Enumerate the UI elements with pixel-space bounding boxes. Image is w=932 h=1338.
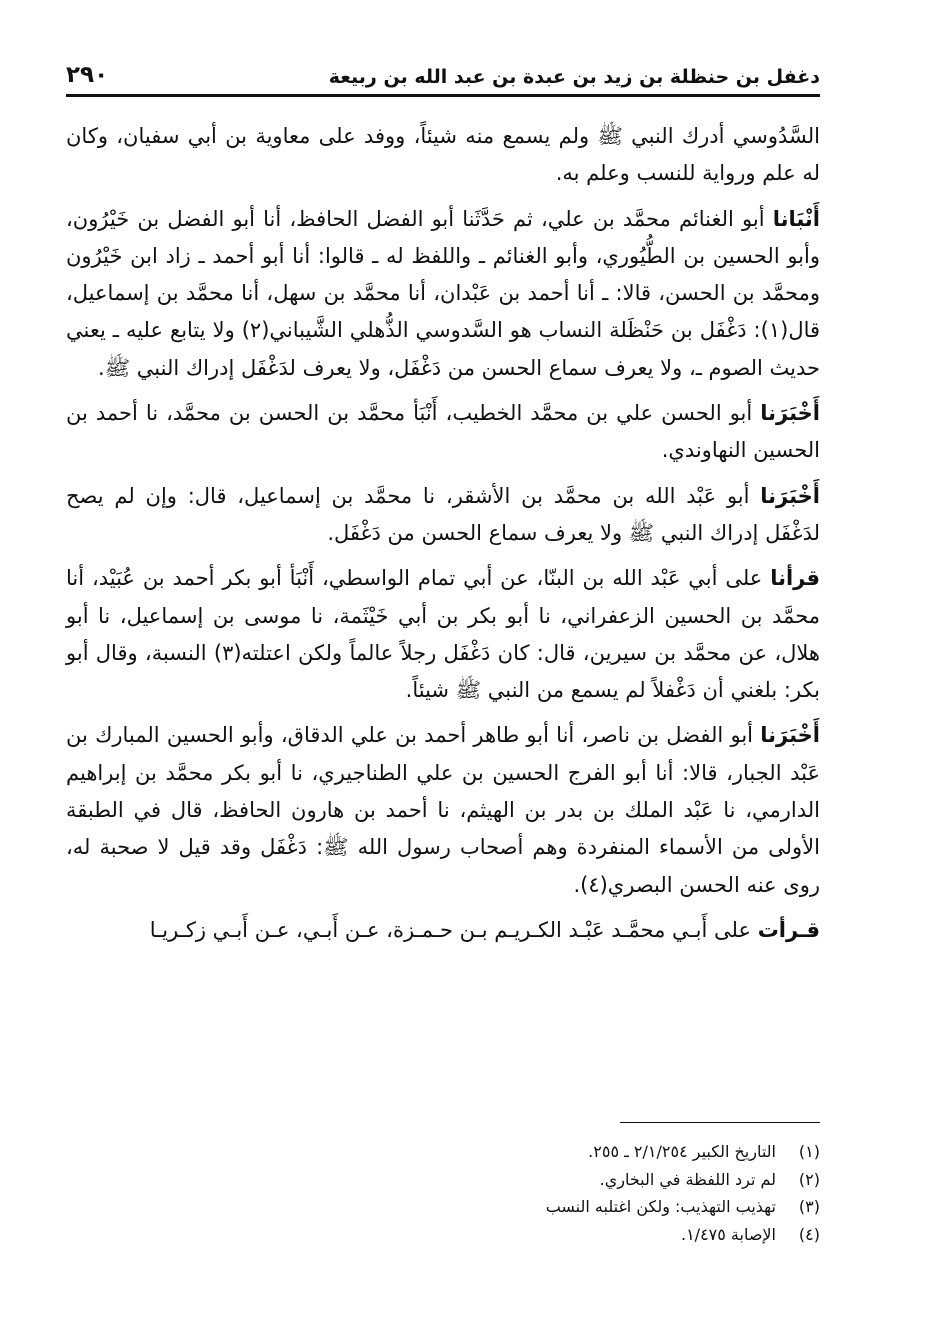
page-number: ٢٩٠ xyxy=(66,62,109,88)
footnote-4 xyxy=(66,1221,820,1249)
main-text xyxy=(66,118,820,957)
paragraph-1 xyxy=(66,118,820,193)
running-title: دغفل بن حنظلة بن زيد بن عبدة بن عبد الله بن ربيعة xyxy=(328,66,820,88)
footnotes xyxy=(66,1138,820,1248)
paragraph-text: السَّدُوسي أدرك النبي ﷺ ولم يسمع منه شيئاً، ووفد على معاوية بن أبي سفيان، وكان له علم ورواية للنسب وعلم به. xyxy=(66,124,820,186)
footnote-text: التاريخ الكبير ٢/١/٢٥٤ ـ ٢٥٥. xyxy=(588,1142,776,1161)
paragraph-text: على أَبـي محمَّـد عَبْـد الكـريـم بـن حـمـزة، عـن أَبـي، عـن أَبـي زكـريـا xyxy=(149,917,758,942)
paragraph-5 xyxy=(66,560,820,709)
paragraph-7 xyxy=(66,912,820,949)
paragraph-2 xyxy=(66,201,820,387)
footnote-separator xyxy=(620,1122,820,1123)
paragraph-lead: قرأنا xyxy=(770,566,820,591)
paragraph-lead: أَنْبَانا xyxy=(772,206,820,231)
footnote-marker: (٢) xyxy=(798,1169,820,1189)
header-rule xyxy=(66,94,820,97)
paragraph-lead: قـرأت xyxy=(757,917,820,942)
footnote-2 xyxy=(66,1166,820,1194)
footnote-marker: (٤) xyxy=(798,1224,820,1244)
paragraph-lead: أَخْبَرَنا xyxy=(760,483,820,508)
footnote-text: الإصابة ١/٤٧٥. xyxy=(680,1224,776,1244)
footnote-marker: (١) xyxy=(798,1142,820,1161)
footnote-text: تهذيب التهذيب: ولكن اغتلبه النسب xyxy=(545,1197,776,1216)
footnote-text: لم ترد اللفظة في البخاري. xyxy=(599,1169,776,1189)
paragraph-4 xyxy=(66,478,820,553)
paragraph-lead: أَخْبَرَنا xyxy=(760,401,820,426)
paragraph-text: أبو الحسن علي بن محمَّد الخطيب، أَنْبَأ محمَّد بن الحسن بن محمَّد، نا أحمد بن الحسين النهاوندي. xyxy=(66,401,820,463)
paragraph-text: أبو عَبْد الله بن محمَّد بن الأشقر، نا محمَّد بن إسماعيل، قال: وإن لم يصح لدَغْفَل إدراك النبي ﷺ ولا يعرف سماع الحسن من دَغْفَل. xyxy=(66,483,820,545)
paragraph-text: على أبي عَبْد الله بن البنّا، عن أبي تمام الواسطي، أَنْبَأ أبو بكر أحمد بن عُبَيْد، أنا محمَّد بن الحسين الزعفراني، نا أبو بكر بن أبي خَيْثَمة، نا موسى بن إسماعيل، نا أبو هلال، عن محمَّد بن سيرين، قال: كان دَغْفَل رجلاً عالماً ولكن اعتلته(٣) النسبة، وقال أبو بكر: بلغني أن دَغْفلاً لم يسمع من النبي ﷺ شيئاً. xyxy=(66,566,820,703)
footnote-3 xyxy=(66,1193,820,1221)
paragraph-lead: أَخْبَرَنا xyxy=(760,723,820,748)
paragraph-text: أبو الغنائم محمَّد بن علي، ثم حَدَّثَنا أبو الفضل الحافظ، أنا أبو الفضل بن خَيْرُون، وأبو الحسين بن الطُّيُوري، وأبو الغنائم ـ واللفظ له ـ قالوا: أنا أبو أحمد ـ زاد ابن خَيْرُون ومحمَّد بن الحسن، قالا: ـ أنا أحمد بن عَبْدان، أنا محمَّد بن سهل، أنا محمَّد بن إسماعيل، قال(١): دَغْفَل بن حَنْظَلة النساب هو السَّدوسي الذُّهلي الشَّيباني(٢) ولا يتابع عليه ـ يعني حديث الصوم ـ، ولا يعرف سماع الحسن من دَغْفَل، ولا يعرف لدَغْفَل إدراك النبي ﷺ. xyxy=(66,206,821,380)
paragraph-6 xyxy=(66,717,820,903)
paragraph-3 xyxy=(66,395,820,470)
footnote-1 xyxy=(66,1138,820,1166)
paragraph-text: أبو الفضل بن ناصر، أنا أبو طاهر أحمد بن علي الدقاق، وأبو الحسين المبارك بن عَبْد الجبار، قالا: أنا أبو الفرج الحسين بن علي الطناجيري، نا أبو بكر محمَّد بن إبراهيم الدارمي، نا عَبْد الملك بن بدر بن الهيثم، نا أحمد بن هارون الحافظ، قال في الطبقة الأولى من الأسماء المنفردة وهم أصحاب رسول الله ﷺ: دَغْفَل وقد قيل لا صحبة له، روى عنه الحسن البصري(٤). xyxy=(66,723,820,897)
running-head xyxy=(66,52,820,88)
footnote-marker: (٣) xyxy=(798,1197,820,1216)
